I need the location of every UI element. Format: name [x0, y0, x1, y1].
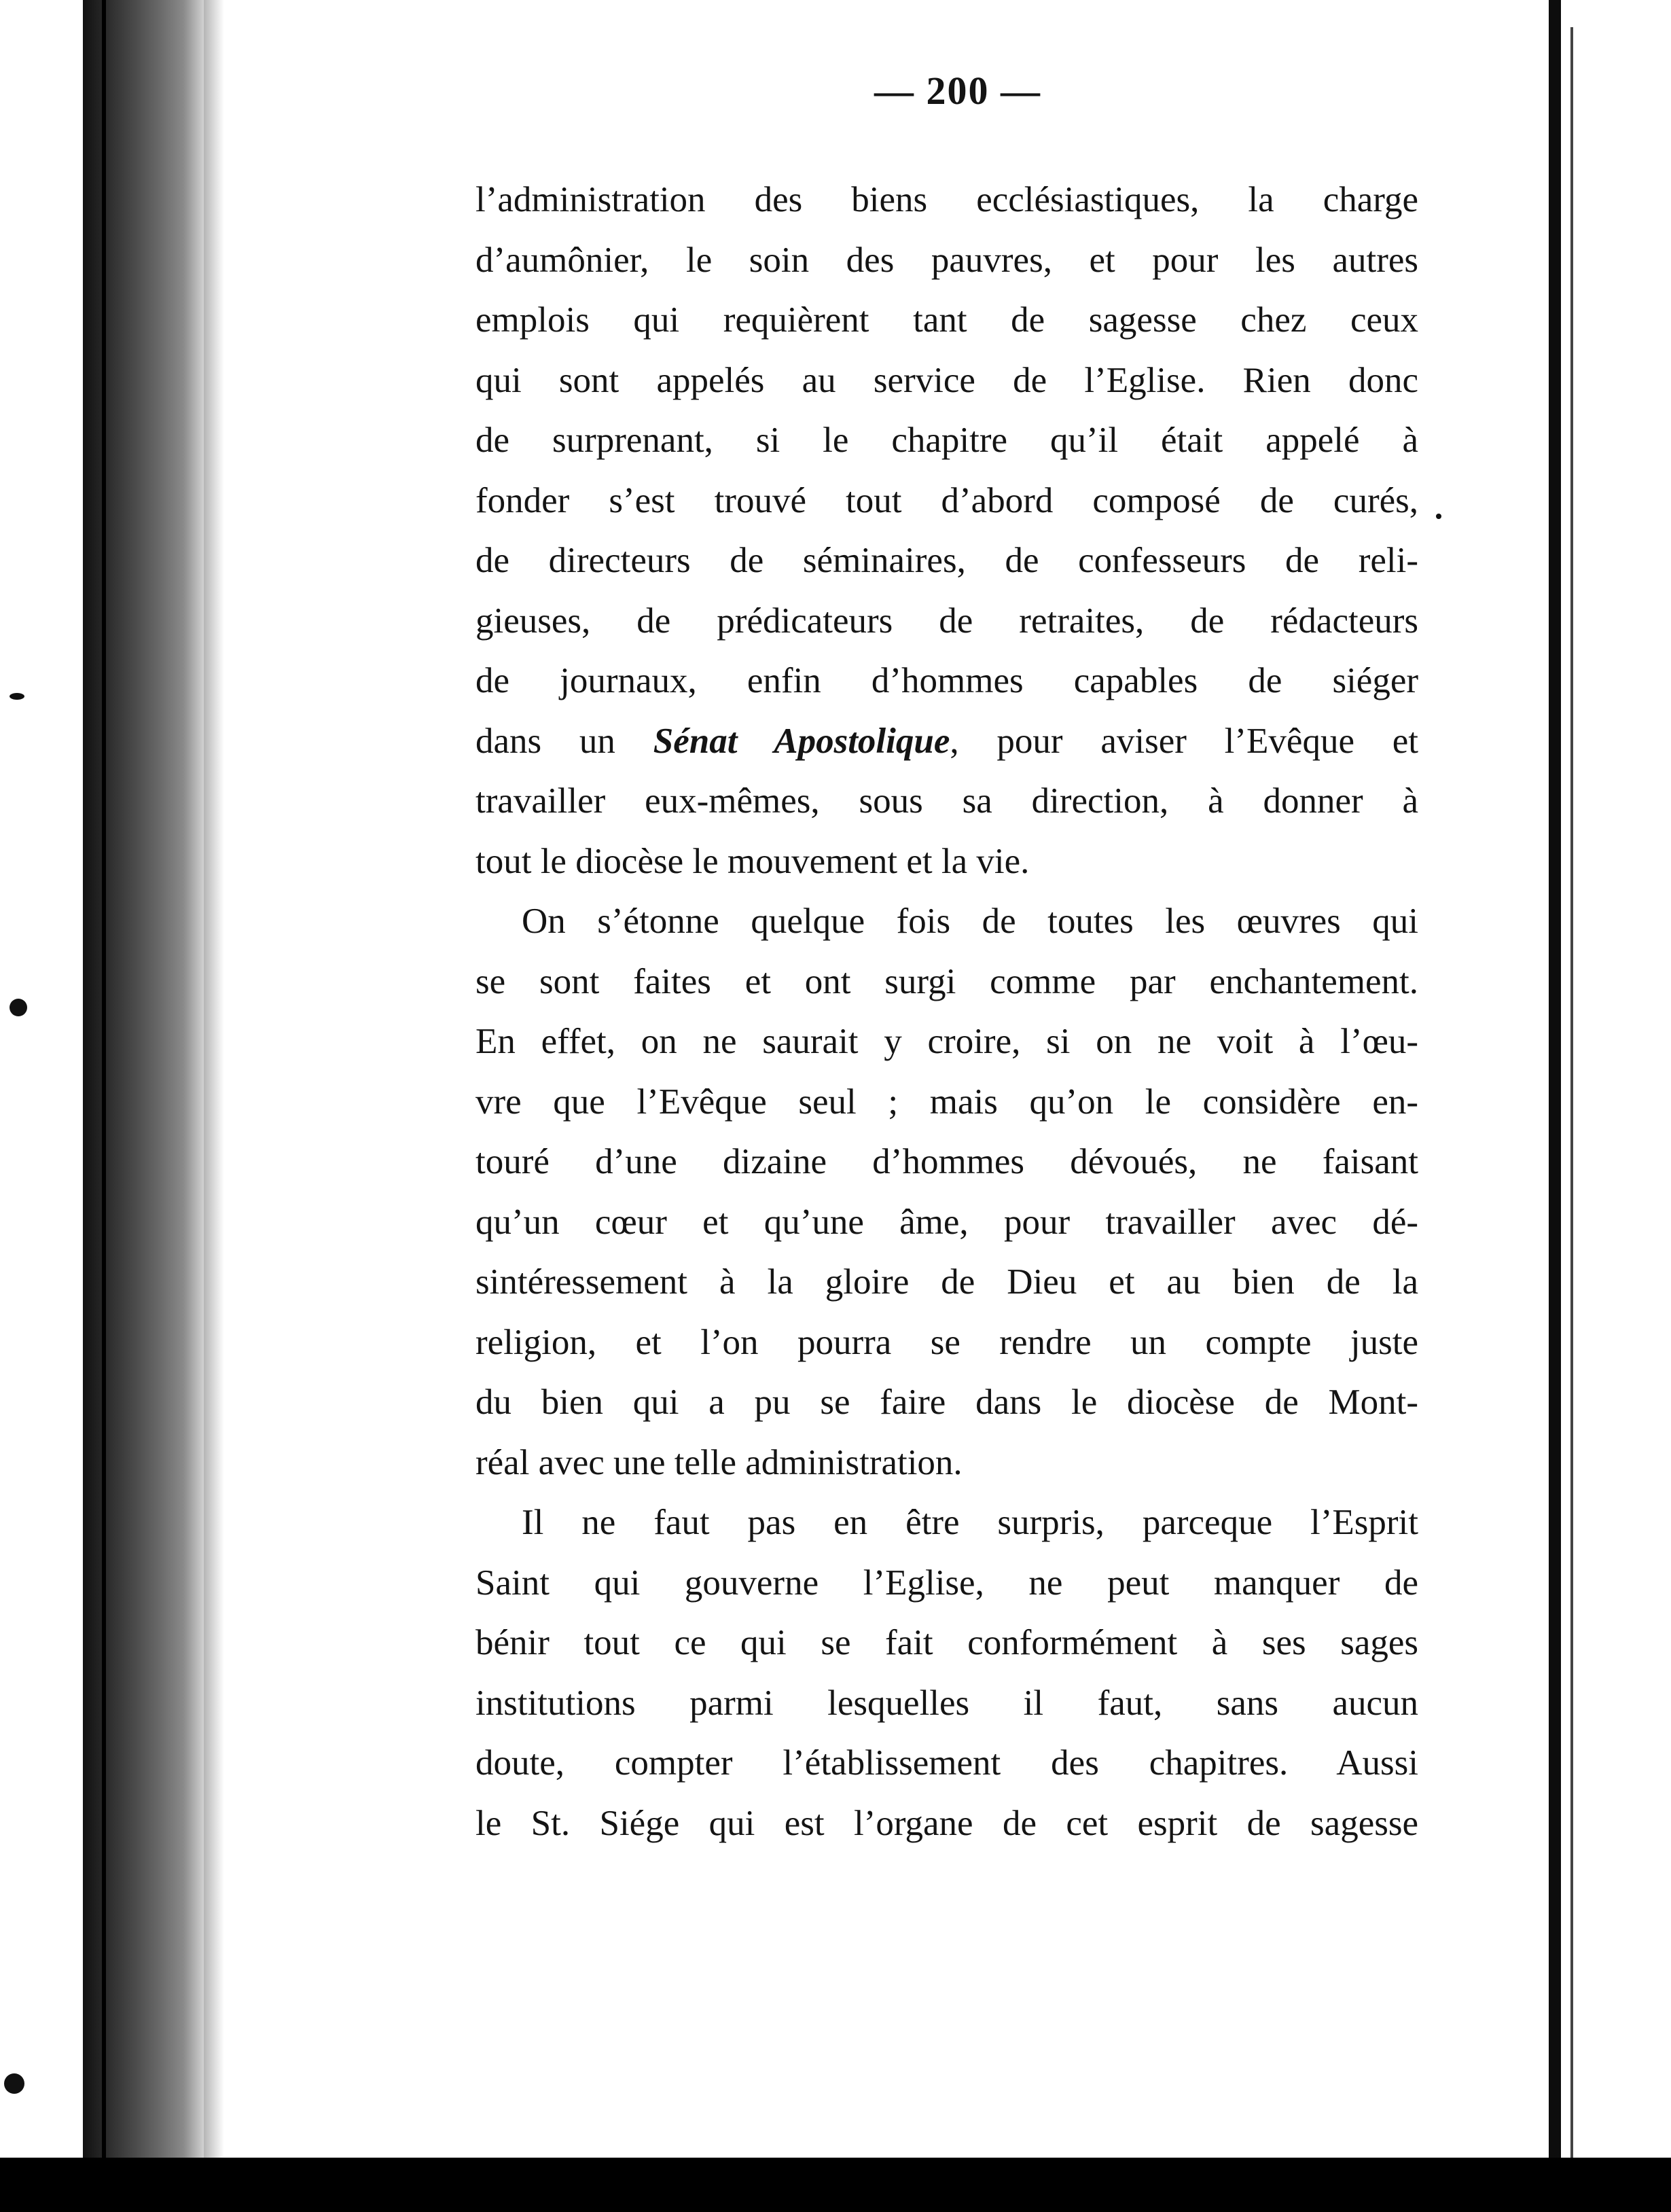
text-line: emplois qui requièrent tant de sagesse chez ceux — [475, 300, 1418, 340]
text-line: gieuses, de prédicateurs de retraites, de rédacteurs — [475, 601, 1418, 641]
text-line: fonder s’est trouvé tout d’abord composé de curés, — [475, 480, 1418, 520]
text-line: qui sont appelés au service de l’Eglise. Rien donc — [475, 360, 1418, 400]
text-line: de directeurs de séminaires, de confesseurs de reli- — [475, 541, 1418, 580]
text-line: religion, et l’on pourra se rendre un compte juste — [475, 1322, 1418, 1362]
text-line: qu’un cœur et qu’une âme, pour travailler avec dé- — [475, 1202, 1418, 1242]
facing-page-strip — [1562, 0, 1671, 2212]
text-line: travailler eux-mêmes, sous sa direction, à donner à — [475, 781, 1418, 821]
text-line: institutions parmi lesquelles il faut, sans aucun — [475, 1683, 1418, 1723]
text-line: de journaux, enfin d’hommes capables de siéger — [475, 661, 1418, 700]
text-line: Il ne faut pas en être surpris, parceque l’Esprit — [522, 1503, 1418, 1542]
scan-speck — [1436, 514, 1441, 519]
text-line: bénir tout ce qui se fait conformément à ses sages — [475, 1623, 1418, 1662]
text-line: En effet, on ne saurait y croire, si on ne voit à l’œu- — [475, 1022, 1418, 1061]
text-line: l’administration des biens ecclésiastiques, la charge — [475, 180, 1418, 219]
text-line: vre que l’Evêque seul ; mais qu’on le considère en- — [475, 1082, 1418, 1122]
text-line: Saint qui gouverne l’Eglise, ne peut manquer de — [475, 1563, 1418, 1603]
text-line-with-italic — [475, 711, 1418, 772]
italic-phrase: Sénat Apostolique — [653, 721, 950, 761]
facing-page-line — [1570, 27, 1573, 2201]
scan-speck — [10, 693, 24, 700]
text-line: réal avec une telle administration. — [475, 1442, 963, 1482]
text-line: doute, compter l’établissement des chapitres. Aussi — [475, 1743, 1418, 1783]
scan-speck — [10, 999, 27, 1016]
text-line: du bien qui a pu se faire dans le diocèse de Mont- — [475, 1382, 1418, 1422]
text-segment: dans un — [475, 721, 653, 761]
text-line: de surprenant, si le chapitre qu’il était appelé à — [475, 421, 1418, 460]
facing-page-edge — [1549, 0, 1561, 2212]
page-fold-shadow — [204, 0, 224, 2212]
body-text — [475, 170, 1418, 1853]
text-line: tout le diocèse le mouvement et la vie. — [475, 841, 1030, 881]
text-segment: , pour aviser l’Evêque et — [950, 721, 1418, 761]
text-line: touré d’une dizaine d’hommes dévoués, ne faisant — [475, 1142, 1418, 1181]
scan-bottom-border — [0, 2158, 1671, 2212]
spine-edge-line — [102, 0, 106, 2212]
scan-left-margin — [0, 0, 83, 2212]
page-number: — 200 — — [874, 69, 1041, 113]
text-line: sintéressement à la gloire de Dieu et au bien de la — [475, 1262, 1418, 1302]
text-line: On s’étonne quelque fois de toutes les œuvres qui — [522, 902, 1418, 941]
text-line: d’aumônier, le soin des pauvres, et pour les autres — [475, 240, 1418, 280]
scan-speck — [4, 2073, 24, 2094]
text-line: se sont faites et ont surgi comme par enchantement. — [475, 961, 1418, 1001]
text-line: le St. Siége qui est l’organe de cet esprit de sagesse — [475, 1803, 1418, 1843]
